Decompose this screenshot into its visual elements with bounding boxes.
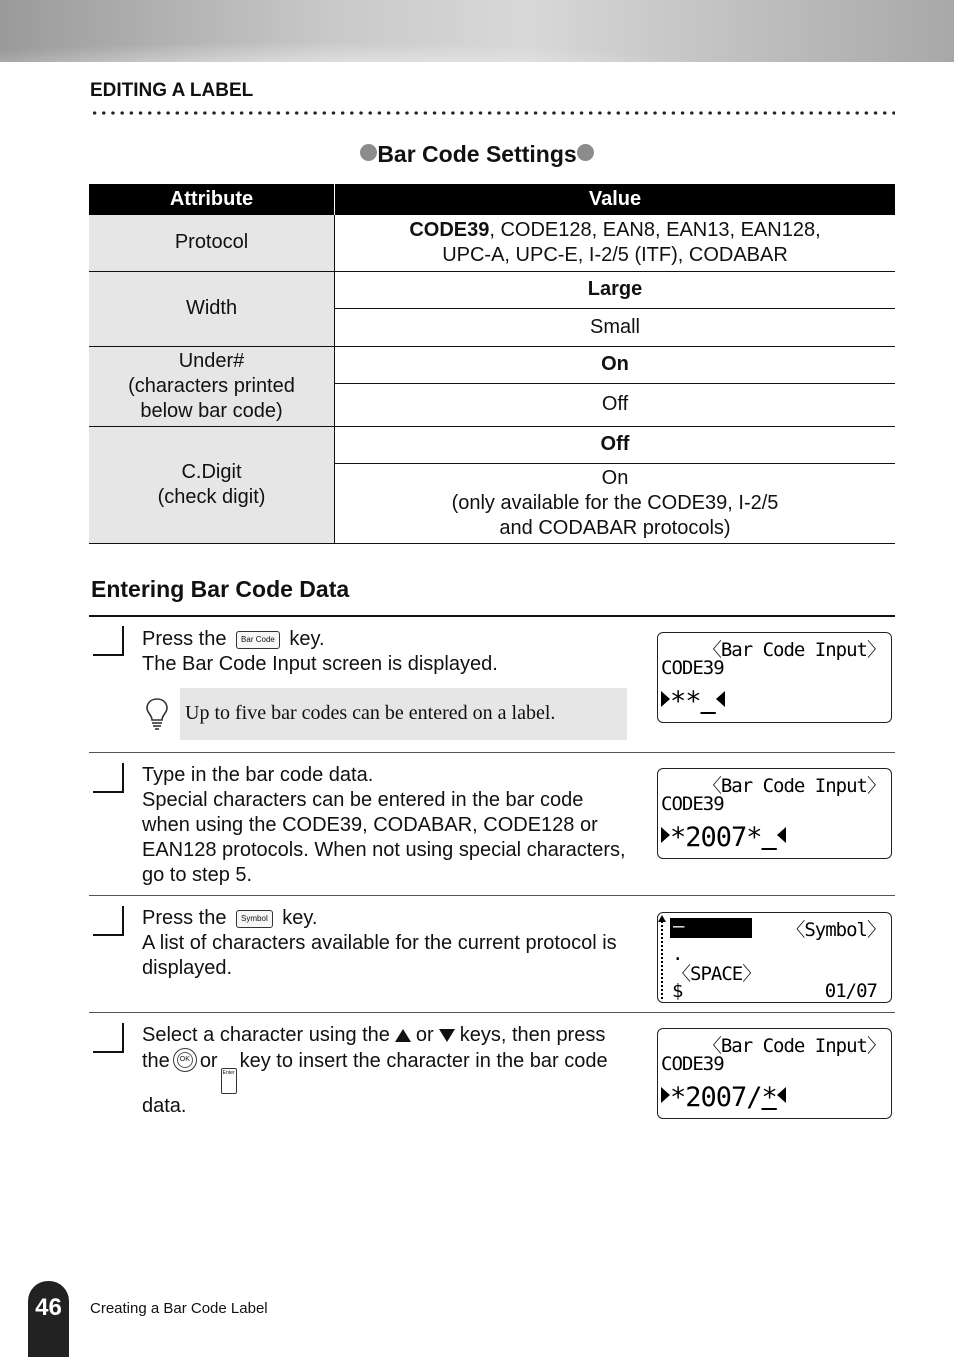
scrollbar-icon: [661, 917, 663, 999]
lcd-entry: [661, 1083, 786, 1113]
step3-line2: A list of characters available for the current protocol is: [142, 932, 617, 954]
under-line3: below bar code): [140, 399, 283, 422]
step-number-box: [93, 763, 124, 793]
lcd-entry-text: *2007/: [670, 1082, 762, 1113]
header-value: Value: [335, 184, 896, 215]
step4-part3: key to insert the character in the bar code: [239, 1050, 608, 1072]
caret-right-icon: [661, 1087, 670, 1103]
value-cdigit-other: [335, 463, 896, 543]
step3-press: Press the: [142, 907, 227, 929]
lcd-entry: [661, 823, 786, 853]
value-under-other: Off: [335, 383, 896, 426]
value-cdigit-default: Off: [335, 426, 896, 463]
table-row: [89, 271, 895, 308]
lcd-protocol: CODE39: [661, 657, 724, 679]
page-number: 46: [28, 1281, 69, 1357]
step-4-text: [142, 1023, 652, 1119]
lcd-header: 〈Symbol〉: [786, 919, 885, 941]
lcd-selected-item: [670, 915, 752, 938]
section-title: EDITING A LABEL: [90, 80, 254, 101]
lcd-screen-bar-code-input: [657, 632, 892, 723]
protocol-options-2: UPC-A, UPC-E, I-2/5 (ITF), CODABAR: [442, 243, 788, 266]
caret-left-icon: [777, 1087, 786, 1103]
caret-left-icon: [716, 691, 725, 707]
lcd-protocol: CODE39: [661, 1053, 724, 1075]
lcd-item: 〈SPACE〉: [672, 963, 761, 985]
lcd-screen-bar-code-input: [657, 1028, 892, 1119]
under-line2: (characters printed: [128, 374, 295, 397]
lcd-header: 〈Bar Code Input〉: [702, 1035, 885, 1057]
note-box: Up to five bar codes can be entered on a label.: [180, 688, 627, 740]
value-width-default: Large: [335, 271, 896, 308]
lcd-page-indicator: 01/07: [824, 980, 877, 1002]
table-title: [0, 141, 954, 168]
step-2: [89, 753, 895, 896]
lcd-screen-symbol: [657, 912, 892, 1003]
dotted-divider: [90, 110, 895, 116]
step4-or2: or: [199, 1050, 218, 1072]
step-number-box: [93, 906, 124, 936]
enter-key-icon: Enter: [221, 1068, 237, 1094]
lightbulb-icon: [145, 697, 169, 731]
step1-press: Press the: [142, 628, 227, 650]
step3-key-suffix: key.: [282, 907, 318, 929]
cdigit-other-3: and CODABAR protocols): [499, 516, 731, 539]
step1-key-suffix: key.: [289, 628, 325, 650]
step3-line3: displayed.: [142, 957, 233, 979]
value-width-other: Small: [335, 308, 896, 346]
bullet-icon: [577, 144, 594, 161]
caret-right-icon: [661, 827, 670, 843]
step-number-box: [93, 626, 124, 656]
step2-line5: go to step 5.: [142, 864, 253, 886]
header-band: [0, 0, 954, 62]
protocol-options-1: , CODE128, EAN8, EAN13, EAN128,: [489, 218, 821, 241]
up-arrow-icon: [395, 1029, 411, 1042]
step4-the: the: [142, 1050, 170, 1072]
cdigit-line2: (check digit): [157, 485, 266, 508]
table-row: [89, 346, 895, 383]
ok-key-icon: [173, 1048, 197, 1072]
lcd-header: 〈Bar Code Input〉: [702, 775, 885, 797]
attr-cdigit: [89, 426, 335, 543]
step4-line3: data.: [142, 1095, 187, 1117]
cdigit-other-2: (only available for the CODE39, I-2/5: [451, 491, 779, 514]
step2-line4: EAN128 protocols. When not using special characters,: [142, 839, 626, 861]
step-3-text: [142, 906, 652, 981]
step1-line2: The Bar Code Input screen is displayed.: [142, 653, 498, 675]
cdigit-line1: C.Digit: [181, 460, 242, 483]
ok-key-label: OK: [177, 1052, 193, 1068]
step4-or1: or: [415, 1024, 434, 1046]
attr-width: Width: [89, 271, 335, 346]
lcd-item: .: [672, 943, 684, 965]
under-line1: Under#: [178, 349, 245, 372]
table-title-text: Bar Code Settings: [377, 141, 577, 167]
caret-left-icon: [777, 827, 786, 843]
lcd-cursor: [762, 822, 777, 853]
attr-under: [89, 346, 335, 426]
value-under-default: On: [335, 346, 896, 383]
down-arrow-icon: [439, 1029, 455, 1042]
step2-line3: when using the CODE39, CODABAR, CODE128 or: [142, 814, 598, 836]
protocol-default: CODE39: [409, 218, 490, 241]
step4-part2: keys, then press: [459, 1024, 606, 1046]
bar-code-settings-table: [89, 184, 895, 544]
footer-text: Creating a Bar Code Label: [90, 1300, 268, 1317]
lcd-entry: [661, 687, 725, 717]
bar-code-key-icon: Bar Code: [236, 631, 280, 649]
lcd-item: $: [672, 980, 684, 1002]
lcd-cursor: *: [761, 1082, 777, 1113]
lcd-entry-text: *2007*: [670, 822, 762, 853]
bullet-icon: [360, 144, 377, 161]
lcd-cursor: [701, 686, 716, 717]
step2-line1: Type in the bar code data.: [142, 764, 374, 786]
step2-line2: Special characters can be entered in the bar code: [142, 789, 584, 811]
step-number-box: [93, 1023, 124, 1053]
caret-right-icon: [661, 691, 670, 707]
subsection-title: Entering Bar Code Data: [91, 576, 350, 602]
step-2-text: [142, 763, 642, 888]
lcd-entry-text: **: [670, 686, 701, 717]
step-4: [89, 1013, 895, 1128]
cdigit-other-1: On: [601, 466, 629, 489]
step-1: [89, 617, 895, 753]
lcd-header: 〈Bar Code Input〉: [702, 639, 885, 661]
header-attribute: Attribute: [89, 184, 335, 215]
value-protocol: [335, 215, 896, 271]
lcd-protocol: CODE39: [661, 793, 724, 815]
table-row: [89, 426, 895, 463]
symbol-key-icon: Symbol: [236, 910, 273, 928]
lcd-screen-bar-code-input: [657, 768, 892, 859]
step-3: [89, 896, 895, 1013]
table-row: [89, 215, 895, 271]
attr-protocol: Protocol: [89, 215, 335, 271]
step4-part1: Select a character using the: [142, 1024, 390, 1046]
step-1-text: [142, 627, 642, 677]
lcd-selected-text: –: [673, 915, 685, 937]
